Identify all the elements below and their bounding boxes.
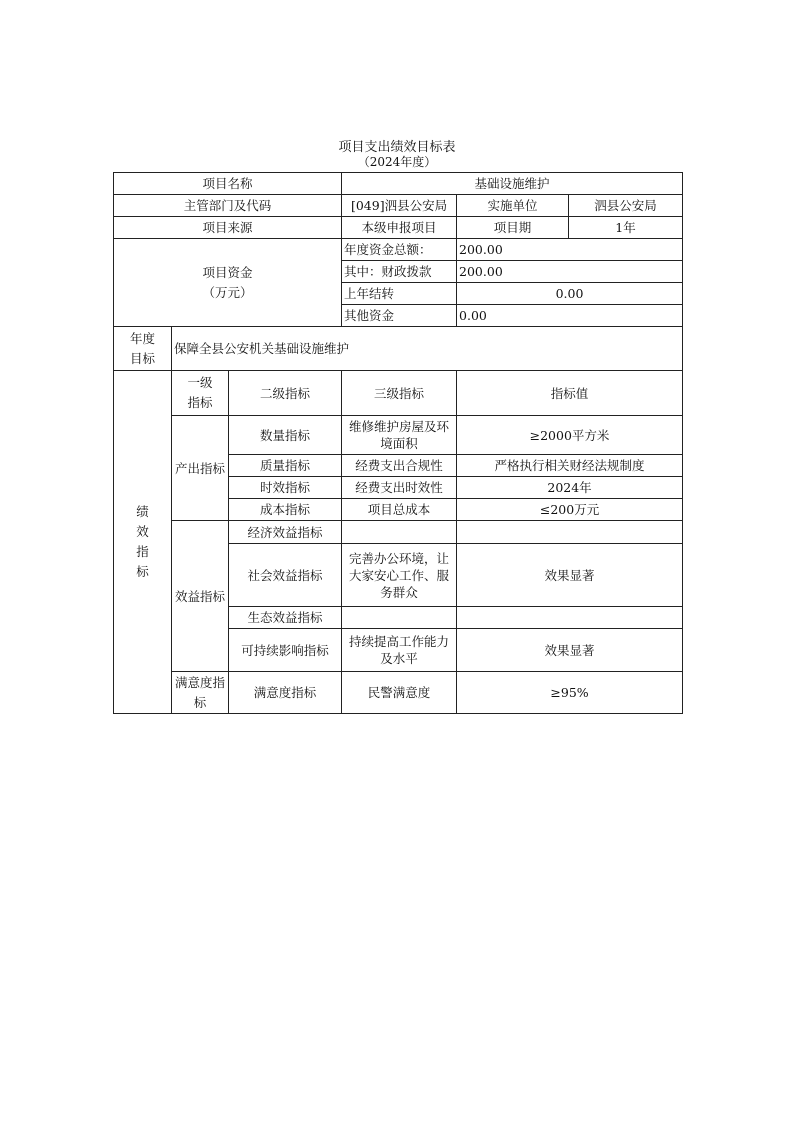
level3-cell: [342, 544, 457, 607]
benefit-indicator-label: 效益指标: [172, 521, 229, 672]
value-cell: ≥2000平方米: [457, 416, 683, 455]
table-row: [114, 173, 683, 195]
dept-value: [049]泗县公安局: [342, 195, 457, 217]
funds-other-label: 其他资金: [342, 305, 457, 327]
funds-total-value: 200.00: [457, 239, 683, 261]
level2-cell: 质量指标: [229, 455, 342, 477]
level3-cell: [342, 607, 457, 629]
level3-line: 持续提高工作能力: [349, 634, 450, 649]
performance-table: [113, 172, 683, 714]
performance-label-char: 标: [136, 564, 149, 579]
goal-value: 保障全县公安机关基础设施维护: [172, 327, 683, 371]
level2-cell: 满意度指标: [229, 672, 342, 714]
funds-total-label: 年度资金总额：: [342, 239, 457, 261]
value-cell: 严格执行相关财经法规制度: [457, 455, 683, 477]
table-row: [114, 416, 683, 455]
value-cell: [457, 607, 683, 629]
level3-cell: 经费支出合规性: [342, 455, 457, 477]
level3-line: 维修维护房屋及环: [349, 419, 450, 434]
header-level1: [172, 371, 229, 416]
period-label: 项目期: [457, 217, 569, 239]
table-row: [114, 371, 683, 416]
level3-line: 大家安心工作、服: [349, 567, 450, 583]
table-row: [114, 217, 683, 239]
value-cell: [457, 521, 683, 544]
table-row: [114, 327, 683, 371]
dept-label: 主管部门及代码: [114, 195, 342, 217]
header-level1-line: 指标: [187, 395, 213, 410]
funds-label-line: （万元）: [202, 284, 253, 300]
value-cell: ≥95%: [457, 672, 683, 714]
table-row: [114, 195, 683, 217]
performance-label-char: 绩: [136, 504, 149, 519]
level2-cell: 时效指标: [229, 477, 342, 499]
funds-fiscal-value: 200.00: [457, 261, 683, 283]
header-value: 指标值: [457, 371, 683, 416]
table-row: [114, 672, 683, 714]
level3-cell: 民警满意度: [342, 672, 457, 714]
project-name-label: 项目名称: [114, 173, 342, 195]
performance-label-char: 效: [136, 524, 149, 539]
level3-cell: [342, 521, 457, 544]
level3-line: 务群众: [380, 584, 418, 600]
satisfaction-label-line: 标: [193, 694, 207, 710]
output-indicator-label: 产出指标: [172, 416, 229, 521]
impl-value: 泗县公安局: [569, 195, 683, 217]
value-cell: ≤200万元: [457, 499, 683, 521]
satisfaction-indicator-label: [172, 672, 229, 714]
level3-line: 境面积: [380, 436, 418, 451]
value-cell: 2024年: [457, 477, 683, 499]
level2-cell: 成本指标: [229, 499, 342, 521]
value-cell: 效果显著: [457, 544, 683, 607]
level3-cell: [342, 629, 457, 672]
value-cell: 效果显著: [457, 629, 683, 672]
level3-cell: 项目总成本: [342, 499, 457, 521]
project-name-value: 基础设施维护: [342, 173, 683, 195]
page-title: 项目支出绩效目标表: [338, 140, 456, 155]
page-subtitle: （2024年度）: [357, 155, 437, 169]
header-level3: 三级指标: [342, 371, 457, 416]
level3-cell: [342, 416, 457, 455]
performance-label: [114, 371, 172, 714]
level2-cell: 生态效益指标: [229, 607, 342, 629]
source-value: 本级申报项目: [342, 217, 457, 239]
performance-label-char: 指: [136, 544, 149, 559]
goal-label: [114, 327, 172, 371]
funds-label-line: 项目资金: [202, 264, 253, 280]
funds-carryover-label: 上年结转: [342, 283, 457, 305]
impl-label: 实施单位: [457, 195, 569, 217]
level3-line: 完善办公环境，让: [349, 550, 450, 566]
level2-cell: 数量指标: [229, 416, 342, 455]
goal-label-line: 目标: [129, 350, 155, 366]
level3-cell: 经费支出时效性: [342, 477, 457, 499]
funds-fiscal-label: 其中：财政拨款: [342, 261, 457, 283]
header-level1-line: 一级: [187, 375, 213, 390]
level3-line: 及水平: [380, 651, 418, 666]
funds-carryover-value: 0.00: [457, 283, 683, 305]
level2-cell: 社会效益指标: [229, 544, 342, 607]
level2-cell: 可持续影响指标: [229, 629, 342, 672]
goal-label-line: 年度: [129, 330, 155, 346]
satisfaction-label-line: 满意度指: [174, 674, 225, 690]
table-row: [114, 521, 683, 544]
table-row: [114, 239, 683, 261]
funds-other-value: 0.00: [457, 305, 683, 327]
level2-cell: 经济效益指标: [229, 521, 342, 544]
period-value: 1年: [569, 217, 683, 239]
funds-label: [114, 239, 342, 327]
header-level2: 二级指标: [229, 371, 342, 416]
source-label: 项目来源: [114, 217, 342, 239]
